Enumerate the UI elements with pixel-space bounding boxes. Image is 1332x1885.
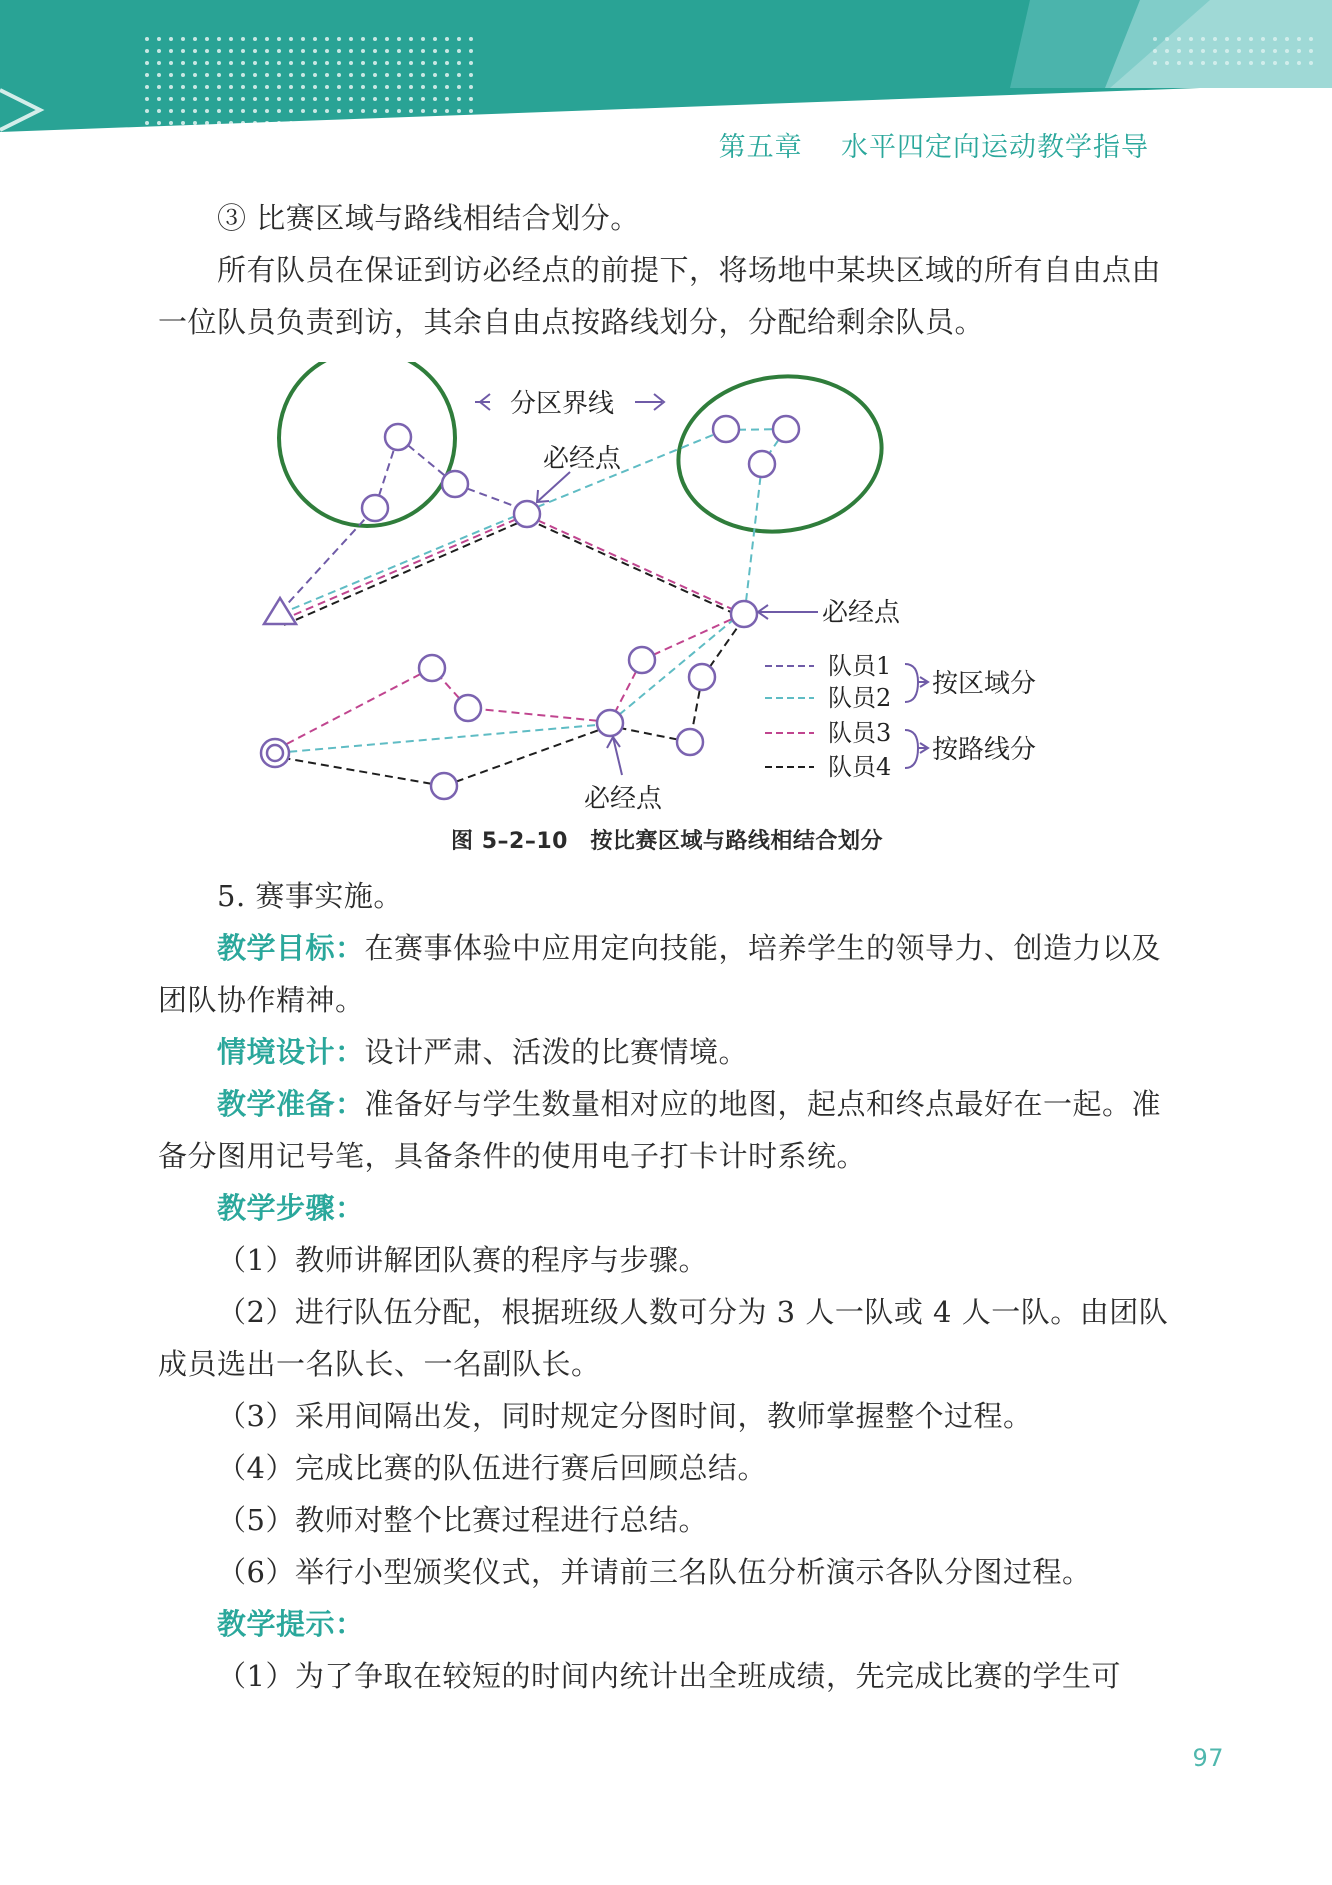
label-must-pass-3: 必经点 [583,784,663,814]
prep-label: 教学准备： [217,1087,365,1121]
paragraph-subheading: ③ 比赛区域与路线相结合划分。 [217,201,640,235]
tips-heading [158,1598,1176,1650]
page-number: 97 [1192,1744,1224,1772]
node-must-pass-3 [597,710,623,736]
goal-label: 教学目标： [217,931,365,965]
start-triangle-icon [264,598,296,624]
node-zone-6 [749,451,775,477]
finish-inner-icon [267,745,283,761]
step-item: （1）教师讲解团队赛的程序与步骤。 [217,1243,708,1277]
route-member-3 [277,515,743,749]
legend-member-3: 队员3 [828,719,892,747]
label-zone-boundary: 分区界线 [509,389,615,419]
goal-text: 在赛事体验中应用定向技能，培养学生的领导力、创造力以及团队协作精神。 [158,931,1162,1017]
paragraph-scene [158,1026,1176,1078]
header-banner [0,0,1332,140]
paragraph-prep [158,1078,1176,1182]
label-must-pass-2: 必经点 [822,598,901,628]
prep-text: 准备好与学生数量相对应的地图，起点和终点最好在一起。准备分图用记号笔，具备条件的使用电子打卡计时系统。 [158,1087,1162,1173]
step-item: （4）完成比赛的队伍进行赛后回顾总结。 [217,1451,767,1485]
brace-area-icon [905,664,926,702]
node-route-6 [431,773,457,799]
tips-label: 教学提示： [217,1607,365,1641]
brace-route-icon [905,730,926,768]
label-group-by-area: 按区域分 [932,669,1037,699]
node-route-2 [689,664,715,690]
paragraph-goal [158,922,1176,1026]
chapter-heading [719,122,1149,174]
chapter-number: 第五章 [718,132,803,163]
legend-member-4: 队员4 [828,753,892,781]
paragraph-description: 所有队员在保证到访必经点的前提下，将场地中某块区域的所有自由点由一位队员负责到访，其余自由点按路线划分，分配给剩余队员。 [158,253,1162,339]
step-item: （5）教师对整个比赛过程进行总结。 [217,1503,708,1537]
legend [765,652,1036,781]
step-item: （6）举行小型颁奖仪式，并请前三名队伍分析演示各队分图过程。 [217,1555,1092,1589]
node-must-pass-2 [731,601,757,627]
node-zone-4 [713,416,739,442]
zone-circle-right [668,364,891,545]
dot-pattern-left [140,32,480,128]
figure-caption: 图 5–2–10 按比赛区域与路线相结合划分 [451,829,883,854]
dot-pattern-right [1150,30,1320,70]
node-zone-5 [773,416,799,442]
node-zone-1 [385,424,411,450]
step-item: （3）采用间隔出发，同时规定分图时间，教师掌握整个过程。 [217,1399,1033,1433]
steps-heading [158,1182,1176,1234]
node-zone-3 [362,495,388,521]
node-must-pass-1 [514,501,540,527]
node-zone-2 [442,471,468,497]
section-5 [158,870,1176,1702]
route-member-1 [280,437,525,612]
figure-diagram [250,362,1080,824]
legend-member-1: 队员1 [828,652,892,680]
node-route-3 [419,655,445,681]
label-group-by-route: 按路线分 [932,735,1037,765]
node-route-4 [455,695,481,721]
legend-member-2: 队员2 [828,684,892,712]
section-title: 5. 赛事实施。 [217,879,403,913]
node-route-5 [677,729,703,755]
route-member-2 [275,429,786,753]
step-item: （2）进行队伍分配，根据班级人数可分为 3 人一队或 4 人一队。由团队成员选出一名队长、一名副队长。 [158,1295,1169,1381]
label-must-pass-1: 必经点 [543,444,622,474]
node-route-1 [629,647,655,673]
scene-label: 情境设计： [217,1035,365,1069]
scene-text: 设计严肃、活泼的比赛情境。 [364,1035,749,1069]
tip-item: （1）为了争取在较短的时间内统计出全班成绩，先完成比赛的学生可 [217,1659,1121,1693]
chapter-title: 水平四定向运动教学指导 [841,132,1149,163]
steps-label: 教学步骤： [217,1191,365,1225]
intro-section [158,192,1176,348]
